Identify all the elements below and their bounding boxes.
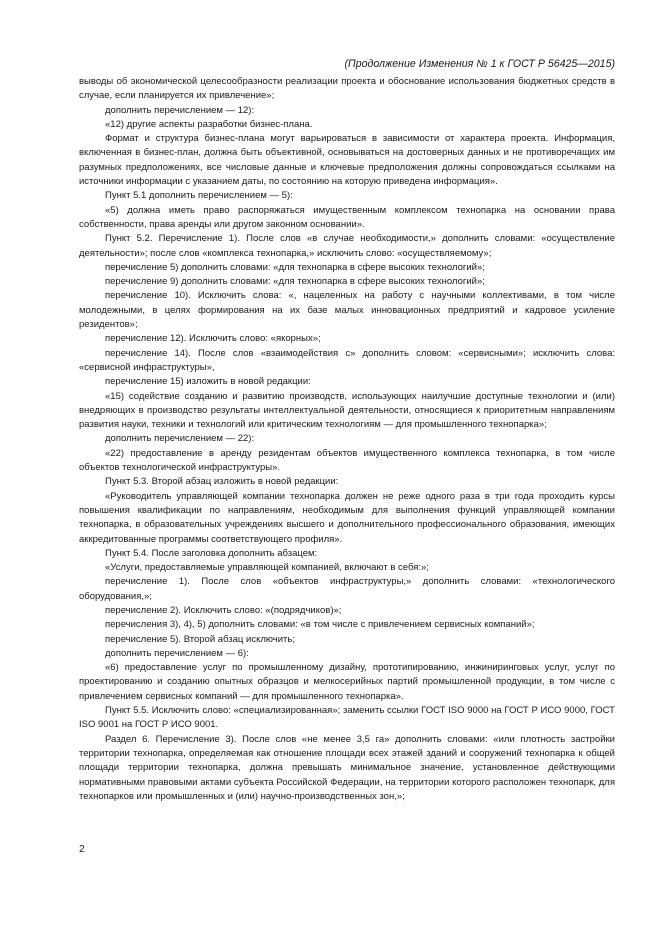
paragraph: «12) другие аспекты разработки бизнес-плана. xyxy=(105,118,313,130)
paragraph: дополнить перечислением — 6): xyxy=(105,647,249,659)
paragraph: Пункт 5.5. Исключить слово: «специализированная»; заменить ссылки ГОСТ ISO 9000 на ГОСТ Р ИСО 9000, ГОСТ ISO 9001 на ГОСТ Р ИСО 9001. xyxy=(79,705,615,731)
paragraph: перечисление 9) дополнить словами: «для технопарка в сфере высоких технологий»; xyxy=(105,276,485,288)
paragraph: выводы об экономической целесообразности реализации проекта и обоснование использования бюджетных средств в случае, если планируется их привлечение»; xyxy=(79,76,615,102)
paragraph: перечисление 15) изложить в новой редакции: xyxy=(105,376,311,388)
paragraph: «Услуги, предоставляемые управляющей компанией, включают в себя:»; xyxy=(105,562,429,574)
document-body xyxy=(79,75,615,804)
page-number: 2 xyxy=(79,843,85,855)
paragraph: «Руководитель управляющей компании технопарка должен не реже одного раза в три года проходить курсы повышения квалификации по направлениям, необходимым для выполнения функций управляющей компании технопарка, в образовательных учреждениях высшего и дополнительного профессионального образования, имеющих аккредитованные программы соответствующего профиля». xyxy=(79,490,615,545)
paragraph: дополнить перечислением — 12): xyxy=(105,104,255,116)
paragraph: перечисление 5) дополнить словами: «для технопарка в сфере высоких технологий»; xyxy=(105,261,485,273)
paragraph: «5) должна иметь право распоряжаться имущественным комплексом технопарка на основании права собственности, права аренды или другом законном основании». xyxy=(79,204,615,230)
paragraph: перечисление 12). Исключить слово: «якорных»; xyxy=(105,333,321,345)
paragraph: Формат и структура бизнес-плана могут варьироваться в зависимости от характера проекта. Информация, включенная в бизнес-план, должна быть объективной, основываться на достоверных данных и не противоречащих им разумных предположениях, все числовые данные и ключевые предположения должны сопровождаться ссылками на источники информации с указанием даты, по состоянию на которую приведена информация». xyxy=(79,133,615,188)
paragraph: перечисление 2). Исключить слово: «(подрядчиков)»; xyxy=(105,604,342,616)
paragraph: перечисления 3), 4), 5) дополнить словами: «в том числе с привлечением сервисных компаний»; xyxy=(105,619,535,631)
paragraph: «15) содействие созданию и развитию производств, использующих наилучшие доступные технологии и (или) внедряющих в производство результаты интеллектуальной деятельности, относящиеся к приоритетным направлениям развития науки, техники и технологий или критическим технологиям — для промышленного технопарка»; xyxy=(79,390,615,431)
paragraph: Пункт 5.2. Перечисление 1). После слов «в случае необходимости,» дополнить словами: «осуществление деятельности»; после слов «комплекса технопарка,» исключить слово: «осуществляемому»; xyxy=(79,233,615,259)
paragraph: дополнить перечислением — 22): xyxy=(105,433,255,445)
paragraph: Пункт 5.3. Второй абзац изложить в новой редакции: xyxy=(105,476,339,488)
paragraph: Пункт 5.4. После заголовка дополнить абзацем: xyxy=(105,547,318,559)
paragraph: «6) предоставление услуг по промышленному дизайну, прототипированию, инжиниринговых услуг, услуг по проектированию и созданию опытных образцов и мелкосерийных партий промышленной продукции, в том числе с привлечением сервисных компаний — для промышленного технопарка». xyxy=(79,662,615,702)
running-header: (Продолжение Изменения № 1 к ГОСТ Р 56425—2015) xyxy=(344,58,615,70)
paragraph: «22) предоставление в аренду резидентам объектов имущественного комплекса технопарка, в том числе объектов технологической инфраструктуры». xyxy=(79,447,615,474)
paragraph: перечисление 10). Исключить слова: «, нацеленных на работу с научными коллективами, в том числе молодежными, в целях формирования на их базе малых инновационных предприятий и кадровое усиление резидентов»; xyxy=(79,290,615,331)
paragraph: Раздел 6. Перечисление 3). После слов «не менее 3,5 га» дополнить словами: «или плотность застройки территории технопарка, определяемая как отношение площади всех этажей зданий и сооружений технопарка к общей площади территории технопарка, должна превышать минимальное значение, установленное действующими нормативными правовыми актами субъекта Российской Федерации, на территории которого расположен технопарк, для технопарков или промышленных и (или) научно-производственных зон,»; xyxy=(79,733,615,802)
paragraph: перечисление 14). После слов «взаимодействия с» дополнить словом: «сервисными»; исключить слова: «сервисной инфраструктуры», xyxy=(79,347,615,373)
paragraph: перечисление 1). После слов «объектов инфраструктуры,» дополнить словами: «технологического оборудования,»; xyxy=(79,576,615,602)
paragraph: Пункт 5.1 дополнить перечислением — 5): xyxy=(105,190,293,202)
paragraph: перечисление 5). Второй абзац исключить; xyxy=(105,633,295,645)
